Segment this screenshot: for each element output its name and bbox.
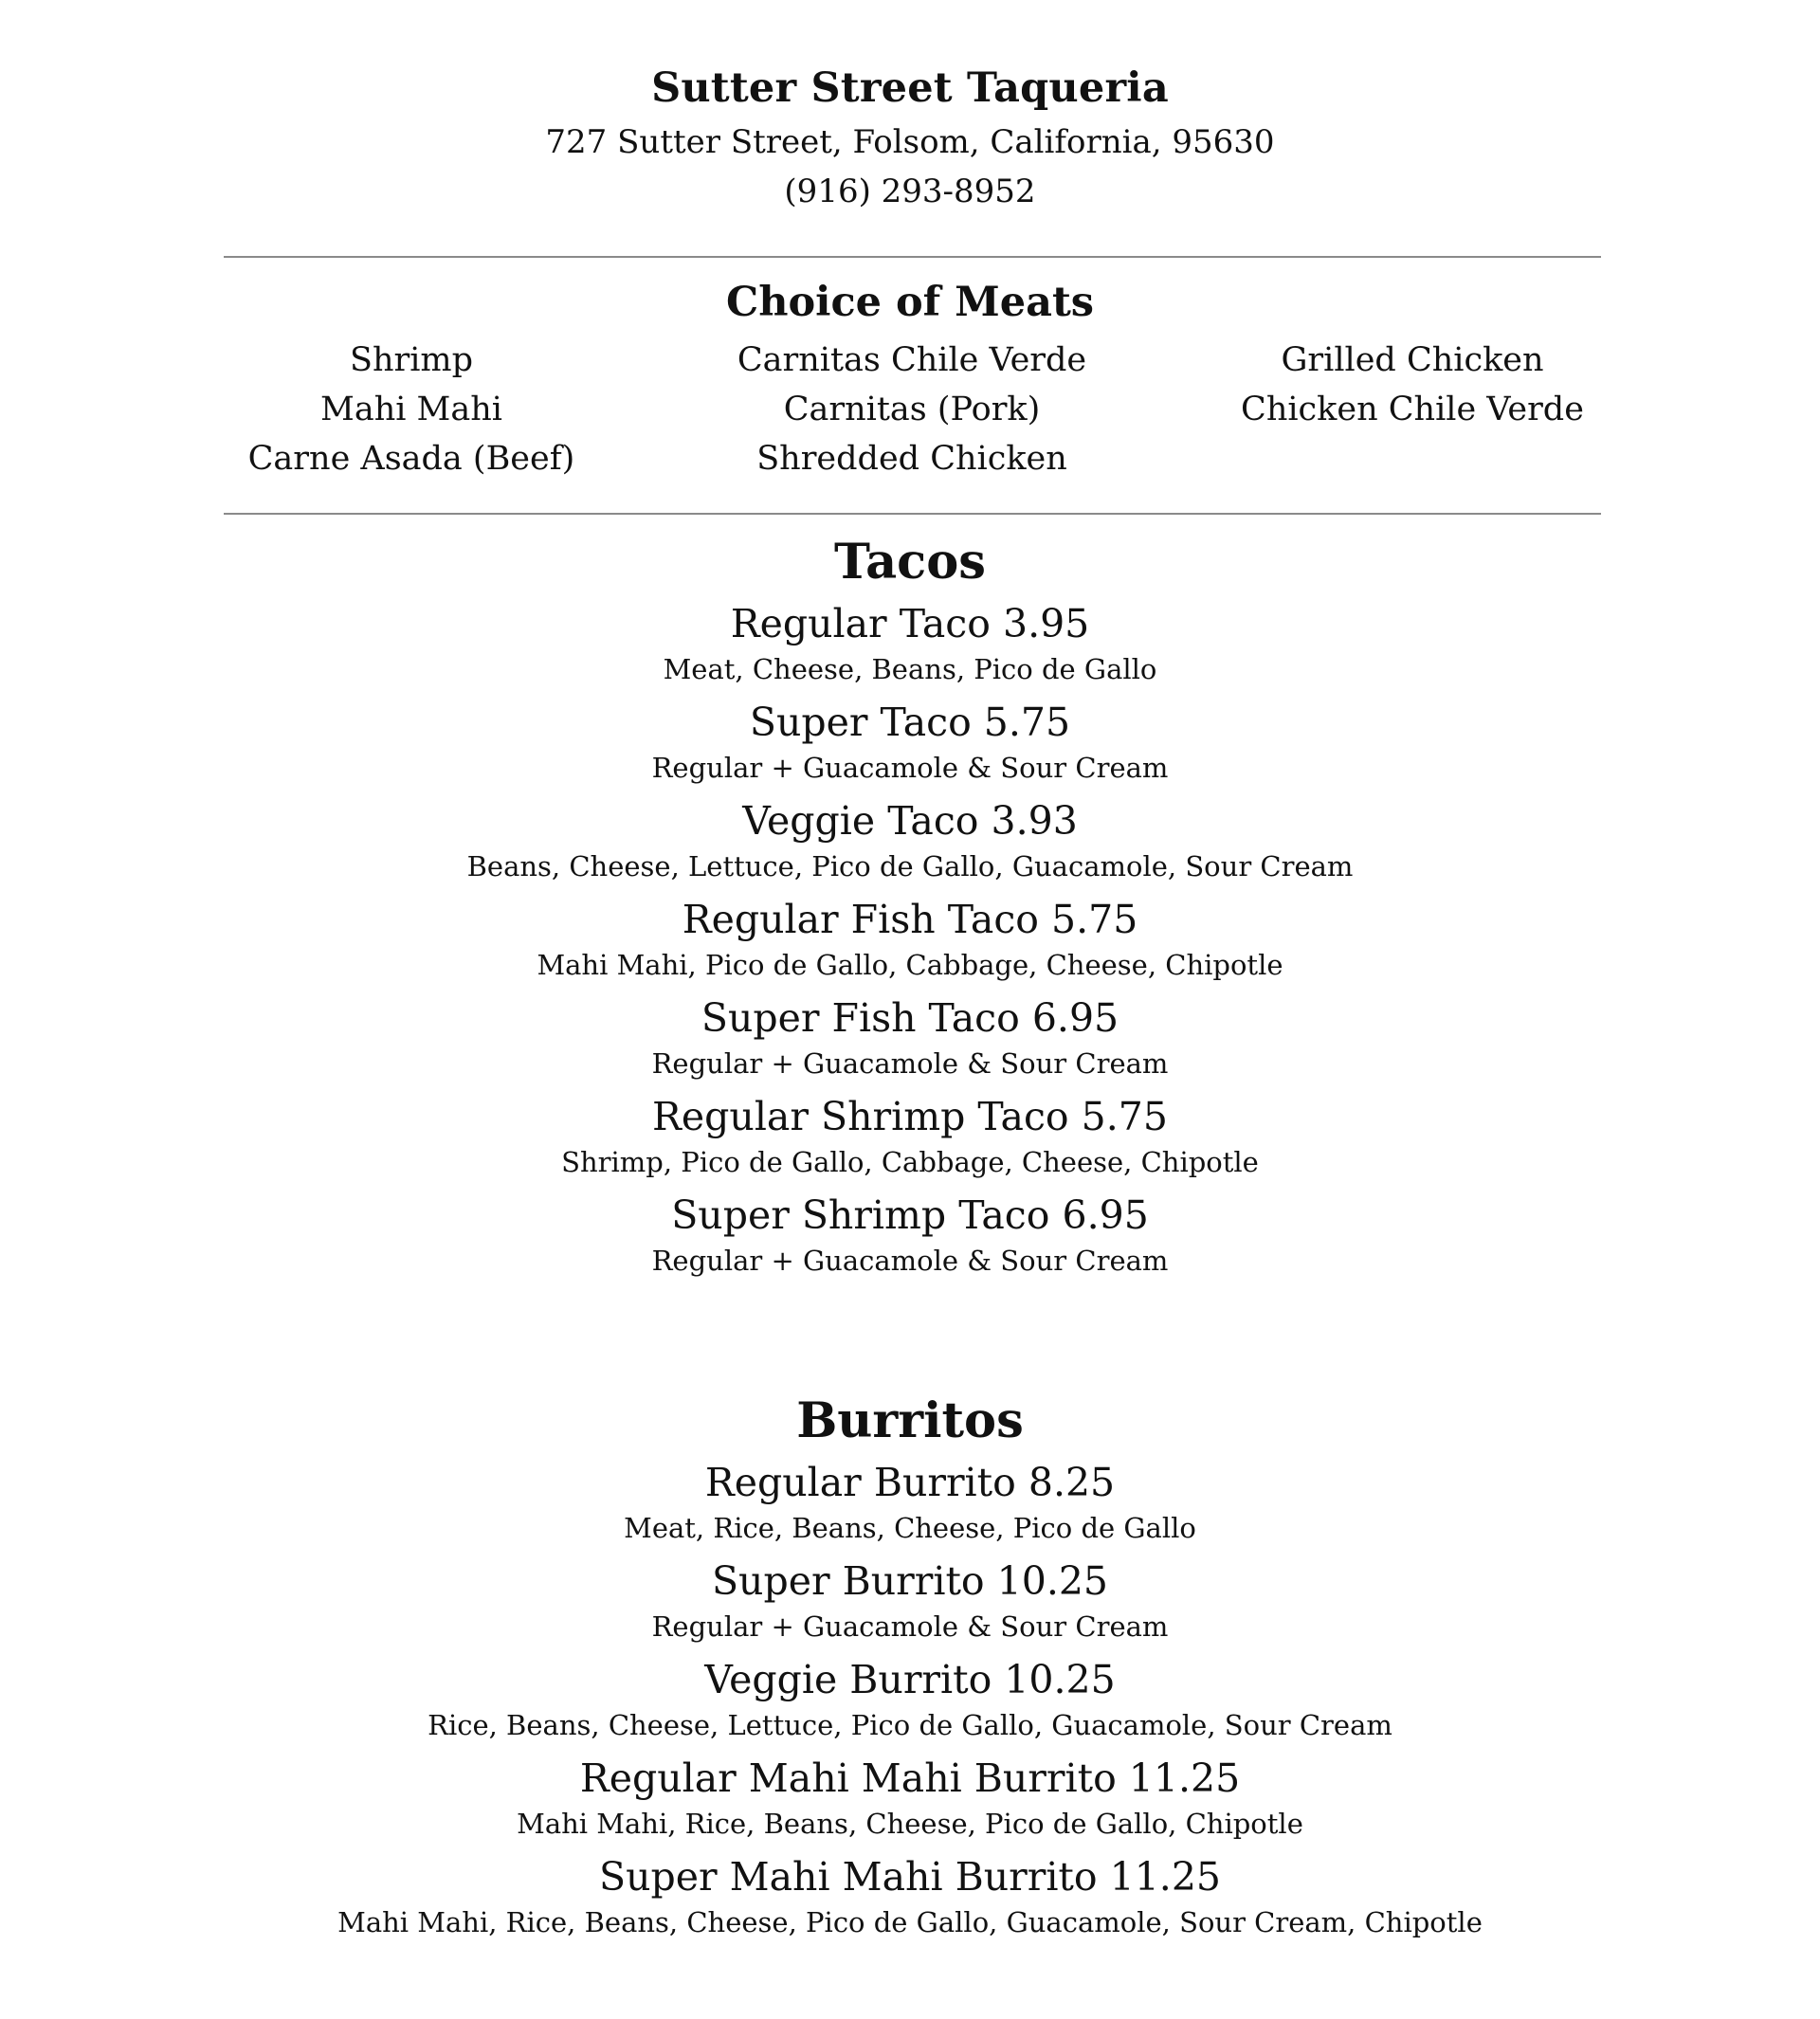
item-title: Regular Taco 3.95 [730, 601, 1090, 646]
menu-item [0, 794, 1820, 893]
item-title: Regular Shrimp Taco 5.75 [652, 1094, 1168, 1139]
top-divider [224, 256, 1601, 258]
item-title: Veggie Burrito 10.25 [704, 1657, 1116, 1702]
menu-item [0, 991, 1820, 1090]
item-title: Regular Mahi Mahi Burrito 11.25 [579, 1755, 1241, 1801]
meats-column-1 [127, 336, 696, 483]
item-description: Mahi Mahi, Rice, Beans, Cheese, Pico de Gallo, Chipotle [517, 1808, 1303, 1840]
item-description: Regular + Guacamole & Sour Cream [651, 1245, 1169, 1277]
menu-item [0, 893, 1820, 991]
meat-item: Shredded Chicken [756, 440, 1067, 478]
item-title: Regular Burrito 8.25 [704, 1460, 1116, 1505]
item-title: Super Burrito 10.25 [711, 1558, 1109, 1604]
meat-item: Chicken Chile Verde [1241, 391, 1584, 428]
restaurant-phone: (916) 293-8952 [784, 173, 1036, 210]
restaurant-address: 727 Sutter Street, Folsom, California, 95630 [545, 123, 1275, 161]
item-description: Mahi Mahi, Rice, Beans, Cheese, Pico de Gallo, Guacamole, Sour Cream, Chipotle [337, 1906, 1483, 1938]
menu-item [0, 1555, 1820, 1653]
meat-item: Carnitas Chile Verde [737, 341, 1087, 379]
item-description: Rice, Beans, Cheese, Lettuce, Pico de Gallo, Guacamole, Sour Cream [428, 1709, 1392, 1741]
meats-column-3 [1128, 336, 1697, 434]
item-title: Super Mahi Mahi Burrito 11.25 [599, 1854, 1221, 1900]
burritos-list [0, 1456, 1820, 1949]
item-description: Regular + Guacamole & Sour Cream [651, 1047, 1169, 1080]
item-description: Meat, Cheese, Beans, Pico de Gallo [663, 653, 1157, 685]
meat-item: Carne Asada (Beef) [247, 440, 575, 478]
item-description: Shrimp, Pico de Gallo, Cabbage, Cheese, Chipotle [561, 1146, 1259, 1178]
menu-item [0, 1752, 1820, 1850]
meats-heading: Choice of Meats [725, 279, 1095, 326]
menu-item [0, 1090, 1820, 1189]
meat-item: Shrimp [349, 341, 474, 379]
tacos-heading: Tacos [834, 534, 986, 591]
menu-item [0, 1189, 1820, 1287]
meats-column-2 [628, 336, 1196, 483]
meat-item: Mahi Mahi [319, 391, 502, 428]
tacos-list [0, 597, 1820, 1287]
meat-item: Carnitas (Pork) [783, 391, 1041, 428]
item-description: Regular + Guacamole & Sour Cream [651, 752, 1169, 784]
item-title: Super Taco 5.75 [749, 700, 1071, 745]
item-title: Veggie Taco 3.93 [742, 798, 1078, 844]
item-description: Meat, Rice, Beans, Cheese, Pico de Gallo [624, 1512, 1196, 1544]
item-description: Mahi Mahi, Pico de Gallo, Cabbage, Cheese, Chipotle [537, 949, 1283, 981]
menu-item [0, 597, 1820, 696]
meat-item: Grilled Chicken [1281, 341, 1544, 379]
item-description: Beans, Cheese, Lettuce, Pico de Gallo, Guacamole, Sour Cream [466, 850, 1354, 882]
item-title: Super Shrimp Taco 6.95 [671, 1192, 1149, 1238]
menu-item [0, 1653, 1820, 1752]
meats-divider [224, 513, 1601, 515]
item-description: Regular + Guacamole & Sour Cream [651, 1610, 1169, 1643]
burritos-heading: Burritos [796, 1392, 1024, 1449]
restaurant-name: Sutter Street Taqueria [651, 64, 1169, 112]
item-title: Regular Fish Taco 5.75 [682, 897, 1138, 942]
menu-item [0, 696, 1820, 794]
menu-item [0, 1456, 1820, 1555]
item-title: Super Fish Taco 6.95 [701, 995, 1119, 1041]
menu-item [0, 1850, 1820, 1949]
